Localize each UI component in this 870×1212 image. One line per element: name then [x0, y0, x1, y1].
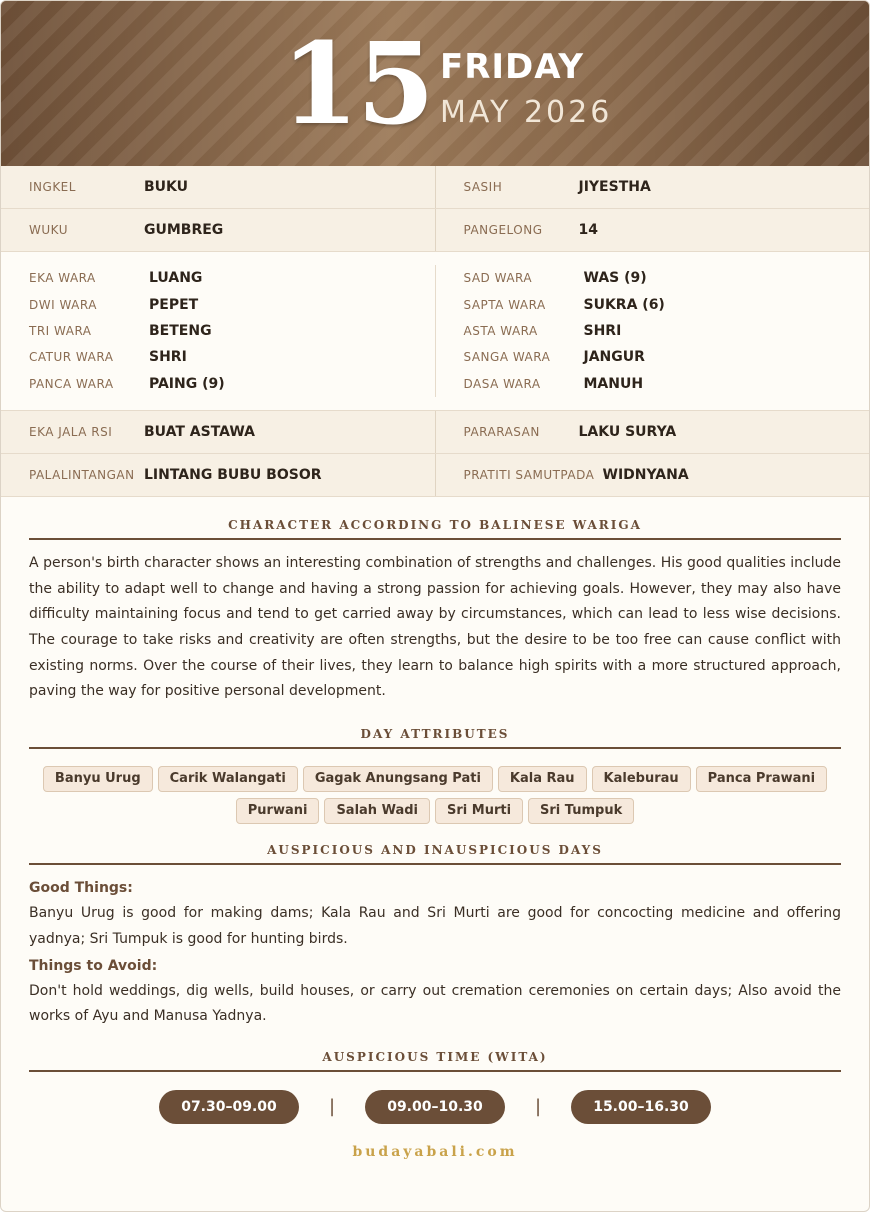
time-slot: 07.30–09.00 [159, 1090, 299, 1124]
info-label: WUKU [29, 223, 68, 237]
times-section-title: AUSPICIOUS TIME (WITA) [29, 1050, 841, 1072]
date-header [1, 1, 869, 166]
info-label: PRATITI SAMUTPADA [463, 467, 595, 482]
time-slot: 09.00–10.30 [365, 1090, 505, 1124]
wara-section [1, 252, 869, 411]
wara-value: PEPET [149, 296, 199, 313]
wara-value: SHRI [149, 349, 187, 366]
good-things-text: Banyu Urug is good for making dams; Kala Rau and Sri Murti are good for concocting medicine and offering yadnya; Sri Tumpuk is good for hunting birds. [29, 905, 841, 947]
wara-item [464, 265, 870, 291]
wara-value: WAS (9) [583, 270, 647, 287]
wara-value: MANUH [583, 375, 644, 392]
info-cell-ingkel [1, 166, 435, 208]
time-separator: | [534, 1096, 542, 1118]
info-row-ekajalarsi-pararasan [1, 411, 869, 454]
info-cell-pararasan [435, 411, 870, 453]
wara-item [29, 265, 435, 291]
wara-label: ASTA WARA [463, 323, 538, 338]
things-to-avoid-text: Don't hold weddings, dig wells, build houses, or carry out cremation ceremonies on certain days; Also avoid the works of Ayu and Manusa Yadnya. [29, 982, 841, 1025]
wara-label: PANCA WARA [29, 376, 114, 391]
attribute-tag: Sri Murti [435, 798, 523, 824]
time-slot: 15.00–16.30 [571, 1090, 711, 1124]
wara-label: DASA WARA [463, 376, 541, 391]
wara-label: DWI WARA [29, 297, 97, 312]
info-value: BUKU [144, 179, 189, 195]
info-cell-eka-jala-rsi [1, 411, 435, 453]
attribute-tag: Kala Rau [498, 766, 587, 792]
wara-value: LUANG [149, 270, 203, 287]
attribute-tag: Kaleburau [592, 766, 691, 792]
wara-item [29, 291, 435, 317]
character-section-title: CHARACTER ACCORDING TO BALINESE WARIGA [29, 518, 841, 540]
attribute-tag: Panca Prawani [696, 766, 827, 792]
info-value: GUMBREG [144, 222, 224, 238]
attribute-tag: Banyu Urug [43, 766, 153, 792]
days-content [29, 875, 841, 1030]
info-value: JIYESTHA [578, 179, 651, 195]
attribute-tag: Sri Tumpuk [528, 798, 634, 824]
character-text: A person's birth character shows an interesting combination of strengths and challenges. His good qualities include the ability to adapt well to change and having a strong passion for achieving goals. However, they may also have difficulty maintaining focus and tend to get carried away by circumstances, which can lead to less wise decisions. The courage to take risks and creativity are often strengths, but the desire to be too free can cause conflict with existing norms. Over the course of their lives, they learn to balance high spirits with a more structured approach, paving the way for positive personal development. [29, 554, 841, 700]
info-label: PARARASAN [463, 424, 540, 439]
wara-item [464, 318, 870, 344]
wara-item [464, 344, 870, 370]
info-cell-palalintangan [1, 454, 435, 496]
info-label: PALALINTANGAN [29, 467, 135, 482]
day-name: FRIDAY [440, 47, 584, 87]
attribute-tag: Purwani [236, 798, 320, 824]
info-label: EKA JALA RSI [29, 424, 113, 439]
info-value: BUAT ASTAWA [144, 423, 256, 440]
info-cell-pratiti-samutpada [435, 454, 870, 496]
wara-item [29, 318, 435, 344]
attribute-tags [29, 763, 841, 827]
info-cell-wuku [1, 209, 435, 251]
info-row-wuku-pangelong [1, 209, 869, 252]
wara-value: SHRI [583, 322, 622, 339]
info-row-palalintangan-pratiti [1, 454, 869, 497]
attribute-tag: Gagak Anungsang Pati [303, 766, 493, 792]
wara-column-left [1, 265, 435, 397]
info-value: WIDNYANA [602, 466, 689, 483]
wara-value: JANGUR [583, 349, 645, 366]
wara-item [29, 371, 435, 397]
wara-column-right [435, 265, 870, 397]
wara-label: TRI WARA [29, 323, 92, 338]
footer-site: budayabali.com [352, 1143, 518, 1160]
wara-value: SUKRA (6) [583, 296, 665, 313]
info-label: PANGELONG [463, 223, 543, 237]
wara-item [29, 344, 435, 370]
wara-item [464, 371, 870, 397]
info-value: 14 [578, 222, 598, 238]
info-label: SASIH [463, 180, 503, 194]
wara-label: SAPTA WARA [463, 297, 546, 312]
info-cell-sasih [435, 166, 870, 208]
good-things-title: Good Things: [29, 880, 133, 897]
days-section-title: AUSPICIOUS AND INAUSPICIOUS DAYS [29, 843, 841, 865]
attribute-tag: Carik Walangati [158, 766, 298, 792]
info-cell-pangelong [435, 209, 870, 251]
month-year: MAY 2026 [440, 95, 613, 130]
info-row-ingkel-sasih [1, 166, 869, 209]
info-label: INGKEL [29, 180, 76, 194]
attribute-tag: Salah Wadi [324, 798, 430, 824]
time-separator: | [328, 1096, 336, 1118]
wara-item [464, 291, 870, 317]
auspicious-times [1, 1090, 869, 1124]
attributes-section-title: DAY ATTRIBUTES [29, 727, 841, 749]
wara-label: CATUR WARA [29, 350, 114, 365]
wara-label: EKA WARA [29, 271, 96, 286]
things-to-avoid-title: Things to Avoid: [29, 957, 158, 974]
wara-label: SAD WARA [463, 271, 533, 286]
wara-label: SANGA WARA [463, 350, 551, 365]
day-number: 15 [281, 19, 433, 150]
wara-value: PAING (9) [149, 375, 225, 392]
info-value: LAKU SURYA [578, 423, 677, 440]
wara-value: BETENG [149, 322, 212, 339]
info-value: LINTANG BUBU BOSOR [144, 466, 322, 483]
